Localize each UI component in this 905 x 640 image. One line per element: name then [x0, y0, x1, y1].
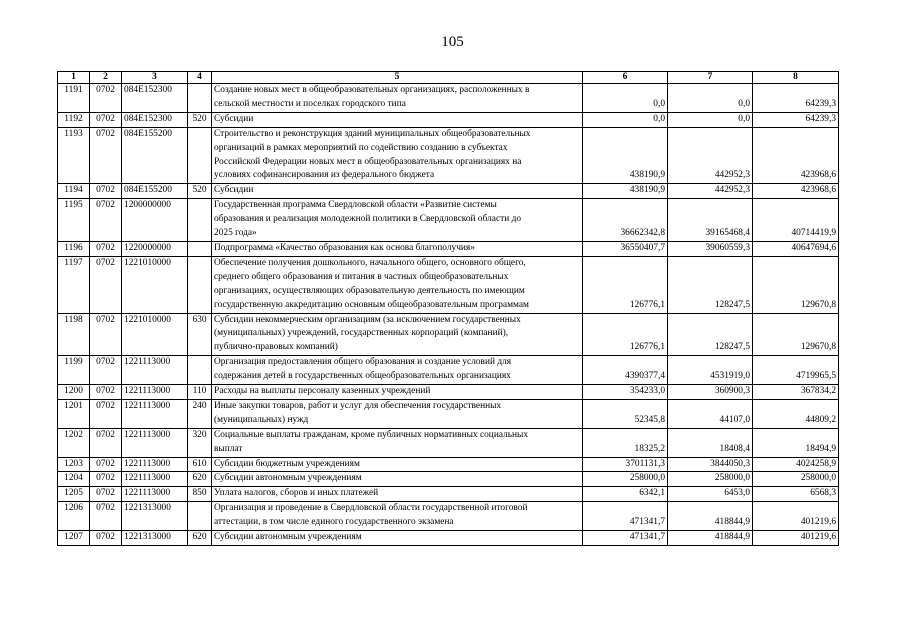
- column-header: 5: [212, 72, 583, 84]
- row-number-cell: 1194: [58, 184, 90, 199]
- target-article-cell: 1221113000: [122, 472, 188, 487]
- amount-year1-cell: 0,0: [583, 84, 668, 113]
- target-article-cell: 084E155200: [122, 127, 188, 184]
- amount-year1-cell: 18325,2: [583, 428, 668, 457]
- target-article-cell: 1221313000: [122, 531, 188, 546]
- amount-year2-cell: 442952,3: [668, 127, 753, 184]
- amount-year2-cell: 39060559,3: [668, 241, 753, 256]
- row-number-cell: 1201: [58, 399, 90, 428]
- amount-year3-cell: 423968,6: [753, 184, 839, 199]
- amount-year2-cell: 128247,5: [668, 313, 753, 356]
- column-header: 7: [668, 72, 753, 84]
- amount-year1-cell: 438190,9: [583, 184, 668, 199]
- table-row: [58, 457, 839, 472]
- target-article-cell: 1221113000: [122, 399, 188, 428]
- expense-type-cell: 610: [188, 457, 212, 472]
- expense-type-cell: 520: [188, 112, 212, 127]
- section-code-cell: 0702: [90, 112, 122, 127]
- target-article-cell: 1220000000: [122, 241, 188, 256]
- amount-year3-cell: 40714419,9: [753, 199, 839, 242]
- table-row: [58, 502, 839, 531]
- table-row: [58, 428, 839, 457]
- description-cell: Субсидии бюджетным учреждениям: [212, 457, 583, 472]
- row-number-cell: 1198: [58, 313, 90, 356]
- amount-year1-cell: 6342,1: [583, 487, 668, 502]
- amount-year1-cell: 258000,0: [583, 472, 668, 487]
- row-number-cell: 1196: [58, 241, 90, 256]
- row-number-cell: 1206: [58, 502, 90, 531]
- table-row: [58, 399, 839, 428]
- amount-year1-cell: 126776,1: [583, 313, 668, 356]
- target-article-cell: 1221113000: [122, 487, 188, 502]
- description-cell: Социальные выплаты гражданам, кроме публичных нормативных социальных выплат: [212, 428, 583, 457]
- table-row: [58, 127, 839, 184]
- amount-year3-cell: 367834,2: [753, 385, 839, 400]
- amount-year3-cell: 423968,6: [753, 127, 839, 184]
- amount-year3-cell: 129670,8: [753, 313, 839, 356]
- amount-year3-cell: 4719965,5: [753, 356, 839, 385]
- amount-year3-cell: 4024258,9: [753, 457, 839, 472]
- section-code-cell: 0702: [90, 487, 122, 502]
- amount-year2-cell: 360900,3: [668, 385, 753, 400]
- amount-year2-cell: 6453,0: [668, 487, 753, 502]
- table-row: [58, 256, 839, 313]
- row-number-cell: 1192: [58, 112, 90, 127]
- amount-year1-cell: 0,0: [583, 112, 668, 127]
- row-number-cell: 1205: [58, 487, 90, 502]
- amount-year3-cell: 40647694,6: [753, 241, 839, 256]
- amount-year1-cell: 438190,9: [583, 127, 668, 184]
- amount-year3-cell: 44809,2: [753, 399, 839, 428]
- table-row: [58, 241, 839, 256]
- expense-type-cell: 620: [188, 472, 212, 487]
- amount-year2-cell: 418844,9: [668, 502, 753, 531]
- amount-year3-cell: 129670,8: [753, 256, 839, 313]
- amount-year2-cell: 3844050,3: [668, 457, 753, 472]
- expense-type-cell: 240: [188, 399, 212, 428]
- section-code-cell: 0702: [90, 256, 122, 313]
- row-number-cell: 1191: [58, 84, 90, 113]
- table-row: [58, 199, 839, 242]
- expense-type-cell: 850: [188, 487, 212, 502]
- description-cell: Субсидии: [212, 112, 583, 127]
- section-code-cell: 0702: [90, 472, 122, 487]
- target-article-cell: 084E152300: [122, 84, 188, 113]
- amount-year2-cell: 418844,9: [668, 531, 753, 546]
- amount-year1-cell: 126776,1: [583, 256, 668, 313]
- row-number-cell: 1207: [58, 531, 90, 546]
- description-cell: Иные закупки товаров, работ и услуг для обеспечения государственных (муниципальных) нужд: [212, 399, 583, 428]
- row-number-cell: 1202: [58, 428, 90, 457]
- table-row: [58, 84, 839, 113]
- table-row: [58, 313, 839, 356]
- expense-type-cell: 320: [188, 428, 212, 457]
- target-article-cell: 084E152300: [122, 112, 188, 127]
- amount-year1-cell: 471341,7: [583, 531, 668, 546]
- row-number-cell: 1204: [58, 472, 90, 487]
- amount-year1-cell: 52345,8: [583, 399, 668, 428]
- section-code-cell: 0702: [90, 356, 122, 385]
- table-body: [58, 84, 839, 546]
- expense-type-cell: [188, 356, 212, 385]
- row-number-cell: 1203: [58, 457, 90, 472]
- section-code-cell: 0702: [90, 184, 122, 199]
- row-number-cell: 1197: [58, 256, 90, 313]
- section-code-cell: 0702: [90, 313, 122, 356]
- description-cell: Организация предоставления общего образования и создание условий для содержания детей в государственных общеобразовательных организациях: [212, 356, 583, 385]
- description-cell: Строительство и реконструкция зданий муниципальных общеобразовательных организаций в рамках мероприятий по содействию созданию в субъектах Российской Федерации новых мест в общеобразовательных организациях на условиях софинансирования из федерального бюджета: [212, 127, 583, 184]
- column-header: 3: [122, 72, 188, 84]
- section-code-cell: 0702: [90, 502, 122, 531]
- expense-type-cell: 630: [188, 313, 212, 356]
- description-cell: Создание новых мест в общеобразовательных организациях, расположенных в сельской местности и поселках городского типа: [212, 84, 583, 113]
- amount-year2-cell: 39165468,4: [668, 199, 753, 242]
- target-article-cell: 1221010000: [122, 313, 188, 356]
- description-cell: Расходы на выплаты персоналу казенных учреждений: [212, 385, 583, 400]
- table-row: [58, 385, 839, 400]
- expense-type-cell: 520: [188, 184, 212, 199]
- expense-type-cell: 110: [188, 385, 212, 400]
- section-code-cell: 0702: [90, 531, 122, 546]
- row-number-cell: 1200: [58, 385, 90, 400]
- amount-year1-cell: 354233,0: [583, 385, 668, 400]
- page-number: 105: [441, 34, 464, 50]
- amount-year2-cell: 258000,0: [668, 472, 753, 487]
- section-code-cell: 0702: [90, 241, 122, 256]
- amount-year1-cell: 36550407,7: [583, 241, 668, 256]
- amount-year3-cell: 64239,3: [753, 112, 839, 127]
- target-article-cell: 1221113000: [122, 385, 188, 400]
- expense-type-cell: 620: [188, 531, 212, 546]
- amount-year3-cell: 64239,3: [753, 84, 839, 113]
- expense-type-cell: [188, 502, 212, 531]
- target-article-cell: 1221010000: [122, 256, 188, 313]
- amount-year1-cell: 36662342,8: [583, 199, 668, 242]
- column-header: 8: [753, 72, 839, 84]
- description-cell: Субсидии автономным учреждениям: [212, 472, 583, 487]
- expense-type-cell: [188, 256, 212, 313]
- description-cell: Субсидии автономным учреждениям: [212, 531, 583, 546]
- table-row: [58, 184, 839, 199]
- target-article-cell: 1200000000: [122, 199, 188, 242]
- section-code-cell: 0702: [90, 399, 122, 428]
- column-header: 1: [58, 72, 90, 84]
- amount-year1-cell: 3701131,3: [583, 457, 668, 472]
- table-row: [58, 487, 839, 502]
- amount-year2-cell: 0,0: [668, 84, 753, 113]
- table-row: [58, 531, 839, 546]
- table-row: [58, 472, 839, 487]
- amount-year3-cell: 18494,9: [753, 428, 839, 457]
- description-cell: Уплата налогов, сборов и иных платежей: [212, 487, 583, 502]
- budget-table: [57, 71, 839, 546]
- amount-year2-cell: 44107,0: [668, 399, 753, 428]
- amount-year2-cell: 442952,3: [668, 184, 753, 199]
- section-code-cell: 0702: [90, 127, 122, 184]
- section-code-cell: 0702: [90, 385, 122, 400]
- section-code-cell: 0702: [90, 84, 122, 113]
- description-cell: Подпрограмма «Качество образования как основа благополучия»: [212, 241, 583, 256]
- target-article-cell: 1221313000: [122, 502, 188, 531]
- description-cell: Субсидии: [212, 184, 583, 199]
- description-cell: Государственная программа Свердловской области «Развитие системы образования и реализация молодежной политики в Свердловской области до 2025 года»: [212, 199, 583, 242]
- amount-year1-cell: 4390377,4: [583, 356, 668, 385]
- amount-year2-cell: 0,0: [668, 112, 753, 127]
- table-header-row: [58, 72, 839, 84]
- amount-year3-cell: 6568,3: [753, 487, 839, 502]
- target-article-cell: 1221113000: [122, 428, 188, 457]
- table-row: [58, 356, 839, 385]
- description-cell: Обеспечение получения дошкольного, начального общего, основного общего, среднего общего образования и питания в частных общеобразовательных организациях, осуществляющих образовательную деятельность по имеющим государственную аккредитацию основным общеобразовательным программам: [212, 256, 583, 313]
- target-article-cell: 1221113000: [122, 356, 188, 385]
- column-header: 2: [90, 72, 122, 84]
- row-number-cell: 1195: [58, 199, 90, 242]
- table-row: [58, 112, 839, 127]
- amount-year2-cell: 18408,4: [668, 428, 753, 457]
- expense-type-cell: [188, 241, 212, 256]
- description-cell: Субсидии некоммерческим организациям (за исключением государственных (муниципальных) учреждений, государственных корпораций (компаний), публично-правовых компаний): [212, 313, 583, 356]
- section-code-cell: 0702: [90, 457, 122, 472]
- row-number-cell: 1199: [58, 356, 90, 385]
- amount-year3-cell: 258000,0: [753, 472, 839, 487]
- amount-year2-cell: 4531919,0: [668, 356, 753, 385]
- section-code-cell: 0702: [90, 428, 122, 457]
- column-header: 4: [188, 72, 212, 84]
- column-header: 6: [583, 72, 668, 84]
- description-cell: Организация и проведение в Свердловской области государственной итоговой аттестации, в том числе единого государственного экзамена: [212, 502, 583, 531]
- row-number-cell: 1193: [58, 127, 90, 184]
- amount-year1-cell: 471341,7: [583, 502, 668, 531]
- section-code-cell: 0702: [90, 199, 122, 242]
- target-article-cell: 084E155200: [122, 184, 188, 199]
- expense-type-cell: [188, 84, 212, 113]
- expense-type-cell: [188, 127, 212, 184]
- amount-year3-cell: 401219,6: [753, 502, 839, 531]
- target-article-cell: 1221113000: [122, 457, 188, 472]
- amount-year3-cell: 401219,6: [753, 531, 839, 546]
- expense-type-cell: [188, 199, 212, 242]
- amount-year2-cell: 128247,5: [668, 256, 753, 313]
